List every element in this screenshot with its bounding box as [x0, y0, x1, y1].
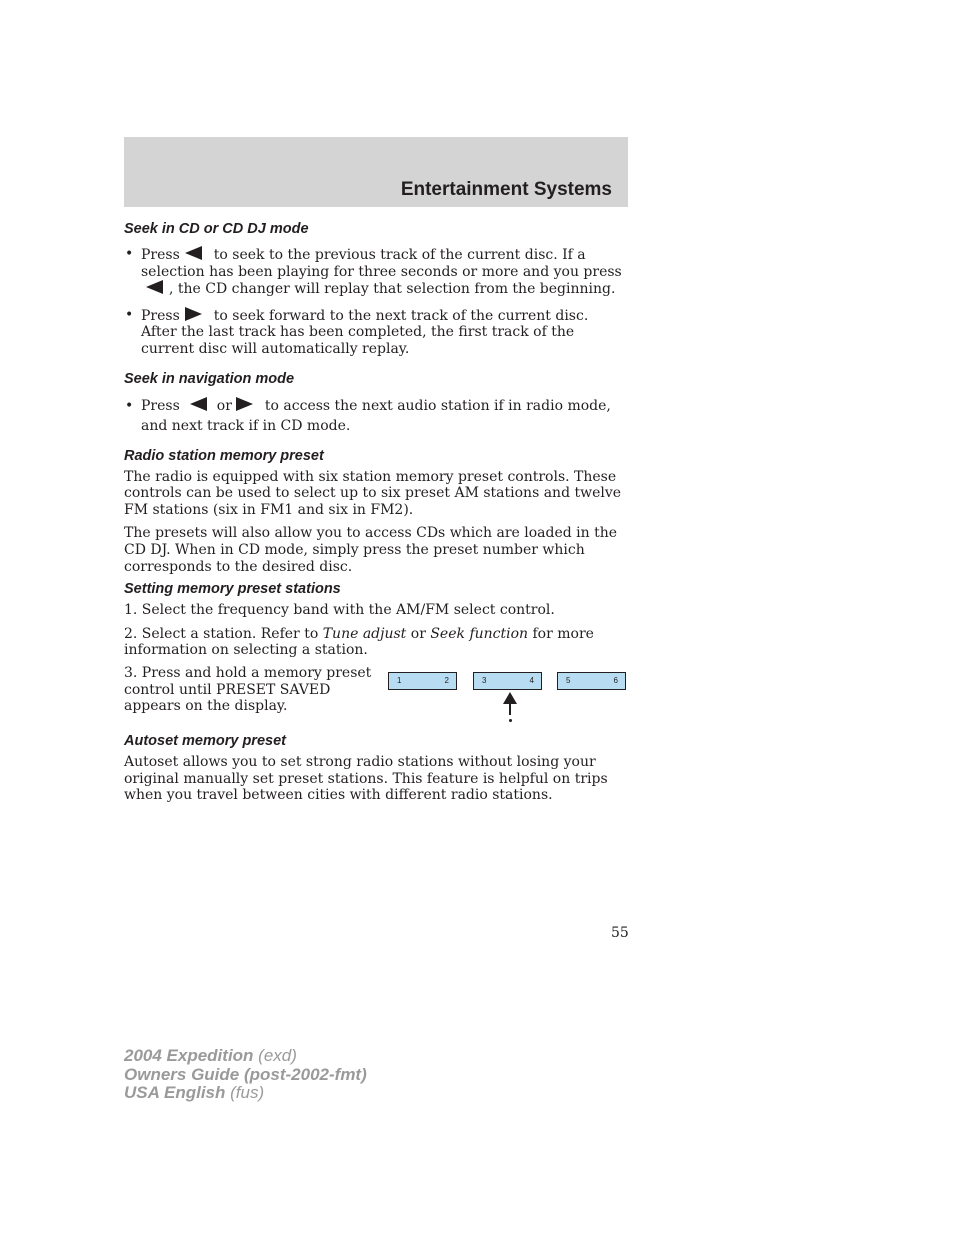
preset-button-1-2 [388, 672, 457, 690]
text: to seek forward to the next track of the current disc. After the last track has been completed, the first track of the current disc will automatically replay. [141, 307, 589, 357]
bullet-seek-previous [124, 246, 628, 298]
text: Press [141, 247, 180, 263]
footer-line-3 [124, 1084, 367, 1103]
arrow-dot [509, 719, 512, 722]
preset-buttons-illustration [388, 672, 630, 728]
step-2 [124, 626, 628, 659]
text: for more information on selecting a station. [124, 625, 594, 659]
bullet-seek-next [124, 307, 628, 358]
preset-button-5-6 [557, 672, 626, 690]
footer-model-code: (exd) [258, 1046, 297, 1065]
seek-left-icon [146, 280, 163, 294]
footer-model: 2004 Expedition [124, 1046, 254, 1065]
footer-language: USA English [124, 1083, 226, 1102]
heading-seek-cd: Seek in CD or CD DJ mode [124, 221, 309, 237]
footer-guide: Owners Guide (post-2002-fmt) [124, 1064, 367, 1084]
footer-line-1 [124, 1047, 367, 1066]
seek-left-icon [185, 246, 202, 260]
footer [124, 1047, 367, 1103]
paragraph: The presets will also allow you to access CDs which are loaded in the CD DJ. When in CD mode, simply press the preset number which corresponds to the desired disc. [124, 525, 618, 575]
arrow-shaft [509, 703, 511, 715]
text: Press [141, 397, 180, 414]
preset-label: 3 [482, 675, 487, 685]
text: Press [141, 307, 180, 324]
preset-label: 5 [566, 675, 571, 685]
bullet-seek-nav [124, 396, 628, 436]
heading-setting-preset: Setting memory preset stations [124, 581, 341, 598]
preset-label: 1 [397, 675, 402, 685]
preset-button-3-4 [473, 672, 542, 690]
link-ref-tune-adjust: Tune adjust [322, 625, 407, 642]
step-3-block [124, 665, 628, 741]
page-number: 55 [611, 925, 629, 941]
text: or [216, 397, 232, 414]
header-band [124, 137, 628, 207]
page-content [124, 218, 628, 804]
text: 2. Select a station. Refer to [124, 625, 319, 642]
preset-label: 6 [613, 675, 618, 685]
step-1: 1. Select the frequency band with the AM/FM select control. [124, 602, 555, 619]
heading-autoset: Autoset memory preset [124, 732, 286, 749]
seek-left-icon [190, 397, 207, 411]
preset-label: 2 [444, 675, 449, 685]
heading-seek-nav: Seek in navigation mode [124, 370, 295, 387]
paragraph: The radio is equipped with six station memory preset controls. These controls can be used to select up to six preset AM stations and twelve FM stations (six in FM1 and six in FM2). [124, 468, 622, 518]
seek-right-icon [185, 307, 202, 321]
link-ref-seek-function: Seek function [430, 625, 529, 642]
paragraph: Autoset allows you to set strong radio stations without losing your original manually set preset stations. This feature is helpful on trips when you travel between cities with different radio stations. [124, 753, 608, 804]
section-title: Entertainment Systems [400, 179, 612, 200]
step-3: 3. Press and hold a memory preset control until PRESET SAVED appears on the display. [124, 664, 372, 715]
text: , the CD changer will replay that selection from the beginning. [169, 281, 616, 298]
seek-right-icon [236, 397, 253, 411]
preset-label: 4 [529, 675, 534, 685]
text: to access the next audio station if in radio mode, and next track if in CD mode. [141, 397, 611, 434]
footer-line-2 [124, 1066, 367, 1085]
heading-radio-preset: Radio station memory preset [124, 447, 324, 464]
footer-language-code: (fus) [230, 1083, 265, 1102]
text: to seek to the previous track of the current disc. If a selection has been playing for three seconds or more and you press [141, 247, 622, 280]
text: or [410, 625, 426, 642]
